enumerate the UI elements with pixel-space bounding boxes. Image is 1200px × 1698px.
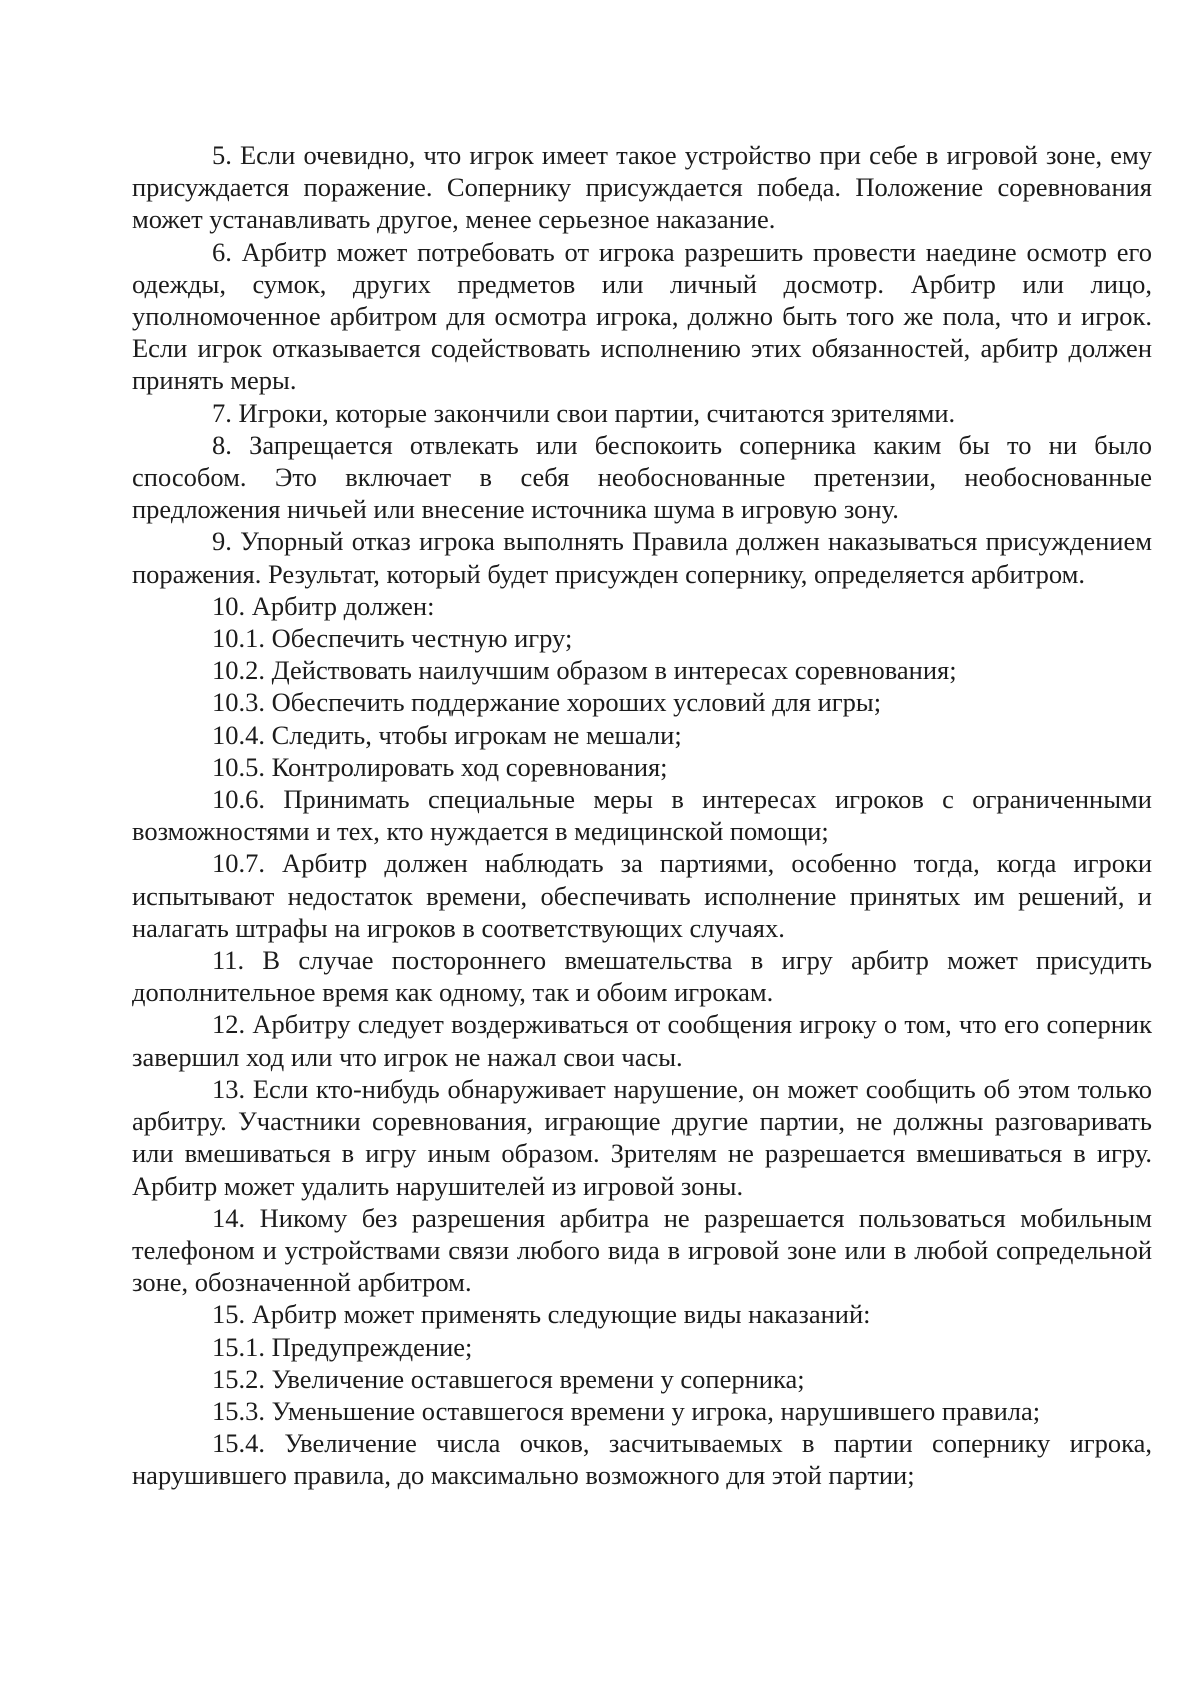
paragraph-10: 10. Арбитр должен: — [212, 590, 435, 621]
paragraph-12: 12. Арбитру следует воздерживаться от сообщения игроку о том, что его соперник завершил ход или что игрок не нажал свои часы. — [132, 1009, 1152, 1072]
paragraph-10-4: 10.4. Следить, чтобы игрокам не мешали; — [212, 719, 682, 750]
paragraph-10-6: 10.6. Принимать специальные меры в интересах игроков с ограниченными возможностями и тех, кто нуждается в медицинской помощи; — [132, 784, 1152, 847]
paragraph-15-1: 15.1. Предупреждение; — [212, 1331, 473, 1362]
paragraph-15: 15. Арбитр может применять следующие виды наказаний: — [212, 1299, 871, 1330]
paragraph-7: 7. Игроки, которые закончили свои партии, считаются зрителями. — [212, 397, 956, 428]
document-body — [132, 139, 1152, 1492]
paragraph-8: 8. Запрещается отвлекать или беспокоить соперника каким бы то ни было способом. Это включает в себя необоснованные претензии, необоснованные предложения ничьей или внесение источника шума в игровую зону. — [132, 429, 1152, 525]
paragraph-6: 6. Арбитр может потребовать от игрока разрешить провести наедине осмотр его одежды, сумок, других предметов или личный досмотр. Арбитр или лицо, уполномоченное арбитром для осмотра игрока, должно быть того же пола, что и игрок. Если игрок отказывается содействовать исполнению этих обязанностей, арбитр должен принять меры. — [132, 236, 1152, 396]
paragraph-15-4: 15.4. Увеличение числа очков, засчитываемых в партии сопернику игрока, нарушившего правила, до максимально возможного для этой партии; — [132, 1428, 1152, 1491]
paragraph-13: 13. Если кто-нибудь обнаруживает нарушение, он может сообщить об этом только арбитру. Участники соревнования, играющие другие партии, не должны разговаривать или вмешиваться в игру иным образом. Зрителям не разрешается вмешиваться в игру. Арбитр может удалить нарушителей из игровой зоны. — [132, 1073, 1152, 1201]
paragraph-5: 5. Если очевидно, что игрок имеет такое устройство при себе в игровой зоне, ему присуждается поражение. Сопернику присуждается победа. Положение соревнования может устанавливать другое, менее серьезное наказание. — [132, 140, 1152, 235]
paragraph-10-3: 10.3. Обеспечить поддержание хороших условий для игры; — [212, 687, 882, 718]
paragraph-11: 11. В случае постороннего вмешательства в игру арбитр может присудить дополнительное время как одному, так и обоим игрокам. — [132, 945, 1152, 1008]
paragraph-14: 14. Никому без разрешения арбитра не разрешается пользоваться мобильным телефоном и устройствами связи любого вида в игровой зоне или в любой сопредельной зоне, обозначенной арбитром. — [132, 1202, 1152, 1298]
paragraph-10-5: 10.5. Контролировать ход соревнования; — [212, 751, 668, 782]
paragraph-15-3: 15.3. Уменьшение оставшегося времени у игрока, нарушившего правила; — [212, 1395, 1041, 1426]
paragraph-15-2: 15.2. Увеличение оставшегося времени у соперника; — [212, 1363, 805, 1394]
paragraph-10-1: 10.1. Обеспечить честную игру; — [212, 623, 573, 654]
paragraph-9: 9. Упорный отказ игрока выполнять Правила должен наказываться присуждением поражения. Результат, который будет присужден сопернику, определяется арбитром. — [132, 526, 1152, 589]
paragraph-10-7: 10.7. Арбитр должен наблюдать за партиями, особенно тогда, когда игроки испытывают недостаток времени, обеспечивать исполнение принятых им решений, и налагать штрафы на игроков в соответствующих случаях. — [132, 848, 1152, 943]
paragraph-10-2: 10.2. Действовать наилучшим образом в интересах соревнования; — [212, 655, 957, 686]
